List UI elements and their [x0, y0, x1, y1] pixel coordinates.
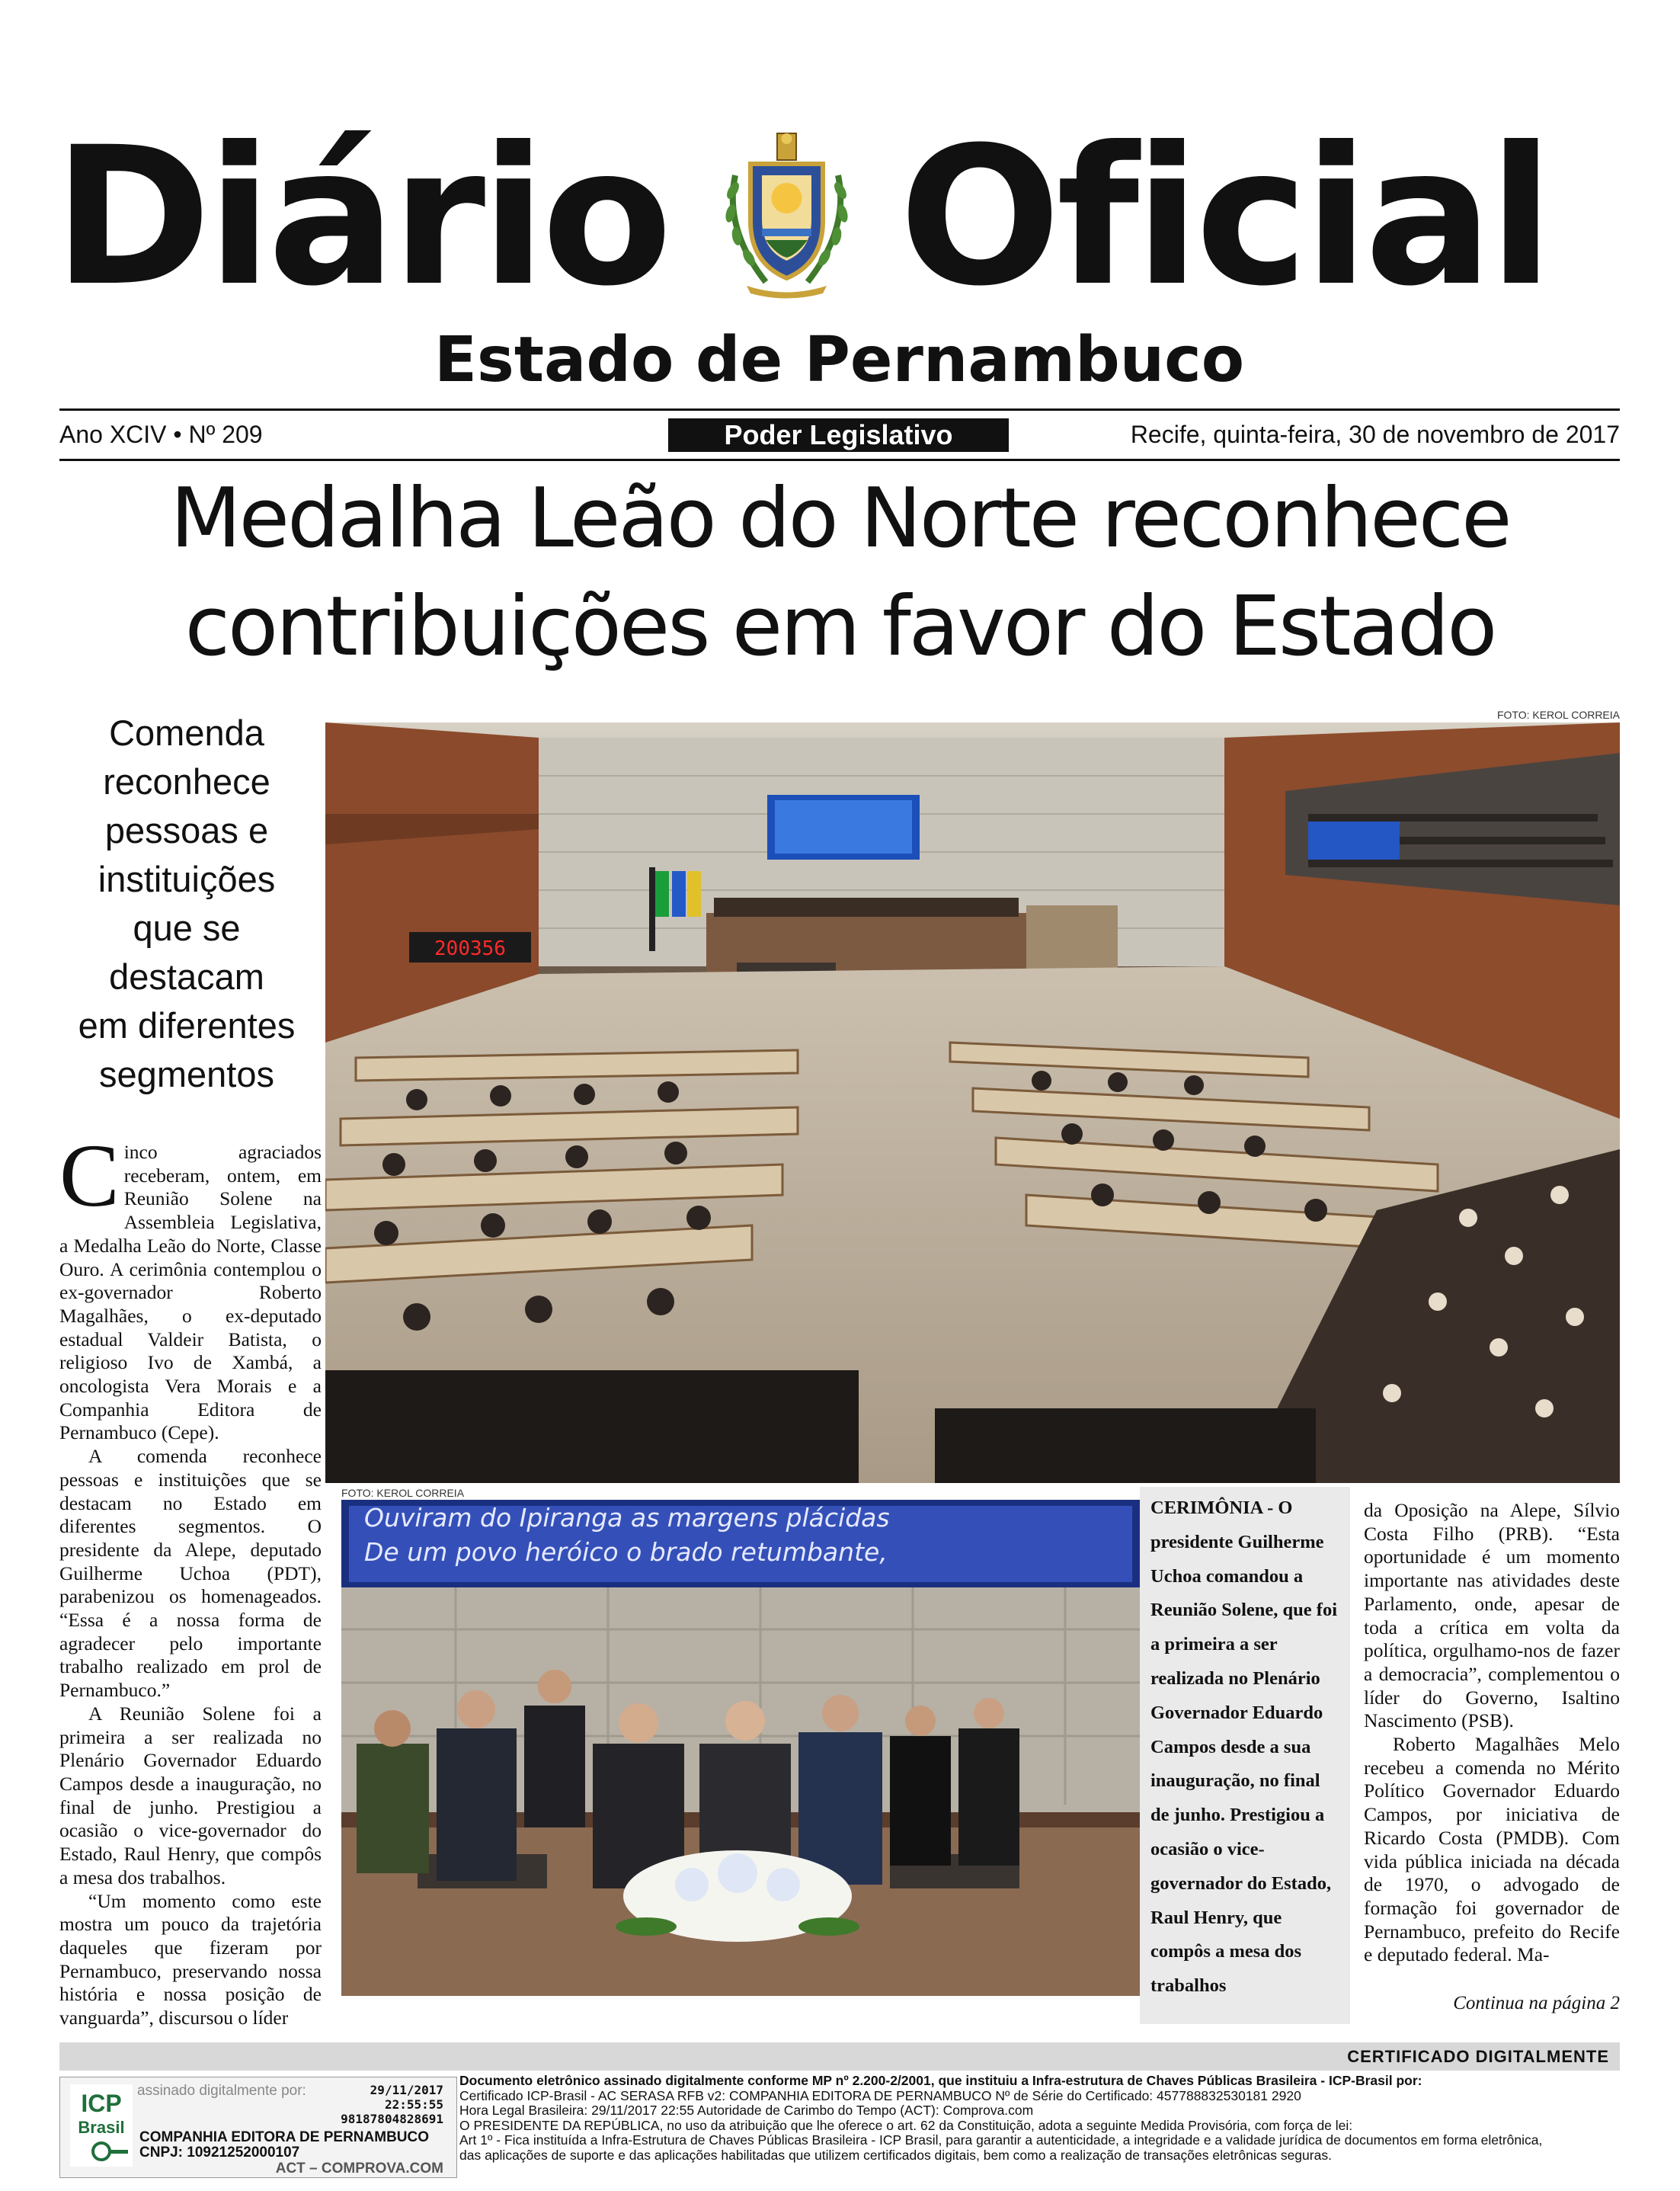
pernambuco-coat-of-arms-icon: [720, 130, 853, 301]
headline-line-2: contribuições em favor do Estado: [184, 579, 1496, 674]
seal-label: assinado digitalmente por:: [137, 2083, 306, 2099]
deck-line: instituições: [98, 859, 276, 899]
certification-text: [459, 2074, 1620, 2163]
continue-note: Continua na página 2: [1453, 1993, 1620, 2013]
seal-cnpj: CNPJ: 10921252000107: [139, 2145, 300, 2161]
article-paragraph: “Um momento como este mostra um pouco da trajetória daqueles que fizeram por Pernambuco, preservando nossa história e nossa posição de vanguarda”, discursou o líder: [59, 1889, 322, 2029]
masthead-subtitle: Estado de Pernambuco: [434, 324, 1245, 396]
deck-line: que se: [133, 908, 241, 948]
publication-date: Recife, quinta-feira, 30 de novembro de 2017: [1130, 421, 1620, 448]
article-paragraph: A comenda reconhece pessoas e instituições que se destacam no Estado em diferentes segmentos. O presidente da Alepe, deputado Guilherme Uchoa (PDT), parabenizou os homenageados. “Essa é a nossa forma de agradecer pelo importante trabalho realizado em prol de Pernambuco.”: [59, 1445, 322, 1702]
deck-line: pessoas e: [104, 810, 269, 850]
headline: [30, 465, 1650, 681]
cert-line-4: O PRESIDENTE DA REPÚBLICA, no uso da atribuição que lhe oferece o art. 62 da Constituição, adota a seguinte Medida Provisória, com força de lei:: [459, 2117, 1353, 2133]
masthead-rule-bottom: [59, 459, 1620, 461]
deck-line: Comenda: [109, 713, 264, 753]
icp-brasil-logo: [70, 2084, 133, 2167]
masthead-title-right: Oficial: [899, 106, 1550, 328]
cert-line-6: das aplicações de suporte e das aplicações habilitadas que utilizem certificados digitais, bem como a realização de transações eletrônicas seguras.: [459, 2147, 1332, 2163]
svg-text:ICP: ICP: [81, 2090, 122, 2117]
article-paragraph: Cinco agraciados receberam, ontem, em Reunião Solene na Assembleia Legislativa, a Medalha Leão do Norte, Classe Ouro. A cerimônia contemplou o ex-governador Roberto Magalhães, o ex-deputado estadual Valdeir Batista, o religioso Ivo de Xambá, a oncologista Vera Morais e a Companhia Editora de Pernambuco (Cepe).: [59, 1126, 322, 1444]
photo-caption: CERIMÔNIA - O presidente Guilherme Uchoa comandou a Reunião Solene, que foi a primeira a ser realizada no Plenário Governador Eduardo Campos desde a sua inauguração, no final de junho. Prestigiou a ocasião o vice-governador do Estado, Raul Henry, que compôs a mesa dos trabalhos: [1150, 1498, 1338, 1997]
masthead-rule-top: [59, 408, 1620, 411]
ceremony-photo: [341, 1500, 1140, 1996]
scoreboard-display: 200356: [434, 937, 506, 960]
cert-line-2: Certificado ICP-Brasil - AC SERASA RFB v2: COMPANHIA EDITORA DE PERNAMBUCO Nº de Série do Certificado: 457788832530181 2920: [459, 2087, 1301, 2103]
deck-line: segmentos: [99, 1054, 274, 1094]
seal-time: 22:55:55: [384, 2097, 443, 2112]
headline-line-1: Medalha Leão do Norte reconhece: [170, 471, 1510, 566]
article-paragraph: Roberto Magalhães Melo recebeu a comenda no Mérito Político Governador Eduardo Campos, por iniciativa de Ricardo Costa (PMDB). Com vida pública iniciada na década de 1970, o advogado de formação foi governador de Pernambuco, prefeito do Recife e deputado federal. Ma-: [1364, 1733, 1620, 1966]
screen-lyrics-line-2: De um povo heróico o brado retumbante,: [364, 1537, 888, 1567]
section-tag: Poder Legislativo: [668, 418, 1009, 452]
screen-lyrics-line-1: Ouviram do Ipiranga as margens plácidas: [364, 1503, 890, 1533]
cert-line-1: Documento eletrônico assinado digitalmente conforme MP nº 2.200-2/2001, que instituiu a Infra-estrutura de Chaves Públicas Brasileira - ICP-Brasil por:: [459, 2073, 1422, 2088]
svg-text:Brasil: Brasil: [78, 2118, 125, 2137]
cert-line-3: Hora Legal Brasileira: 29/11/2017 22:55 Autoridade de Carimbo do Tempo (ACT): Comprova.com: [459, 2103, 1034, 2118]
seal-company: COMPANHIA EDITORA DE PERNAMBUCO: [139, 2129, 430, 2145]
deck: [55, 709, 318, 1099]
edition-number: Ano XCIV • Nº 209: [59, 421, 263, 448]
drop-cap: C: [59, 1126, 120, 1225]
deck-line: em diferentes: [78, 1005, 296, 1046]
seal-code: 98187804828691: [341, 2112, 443, 2126]
deck-line: reconhece: [103, 761, 270, 802]
cert-line-5: Art 1º - Fica instituída a Infra-Estrutura de Chaves Públicas Brasileira - ICP Brasil, para garantir a autenticidade, a integridade e a validade jurídica de documentos em forma eletrônica,: [459, 2132, 1543, 2148]
photo-credit-1: FOTO: KEROL CORREIA: [1496, 709, 1620, 721]
plenary-photo: [325, 722, 1620, 1483]
article-paragraph: A Reunião Solene foi a primeira a ser realizada no Plenário Governador Eduardo Campos desde a inauguração, no final de junho. Prestigiou a ocasião o vice-governador do Estado, Raul Henry, que compôs a mesa dos trabalhos.: [59, 1702, 322, 1888]
certification-title: CERTIFICADO DIGITALMENTE: [1347, 2047, 1609, 2066]
seal-date: 29/11/2017: [370, 2083, 443, 2097]
masthead-title-left: Diário: [53, 106, 668, 328]
article-paragraph: da Oposição na Alepe, Sílvio Costa Filho (PRB). “Esta oportunidade é um momento importante nas atividades deste Parlamento, onde, apesar de toda a crítica em volta da política, orgulhamo-nos de fazer a democracia”, complementou o líder do Governo, Isaltino Nascimento (PSB).: [1364, 1499, 1620, 1732]
seal-act: ACT – COMPROVA.COM: [275, 2161, 443, 2177]
article-column-3: [1364, 1499, 1620, 1967]
deck-line: destacam: [109, 956, 264, 997]
article-column-1: [59, 1126, 322, 2030]
photo-credit-2: FOTO: KEROL CORREIA: [341, 1487, 465, 1499]
